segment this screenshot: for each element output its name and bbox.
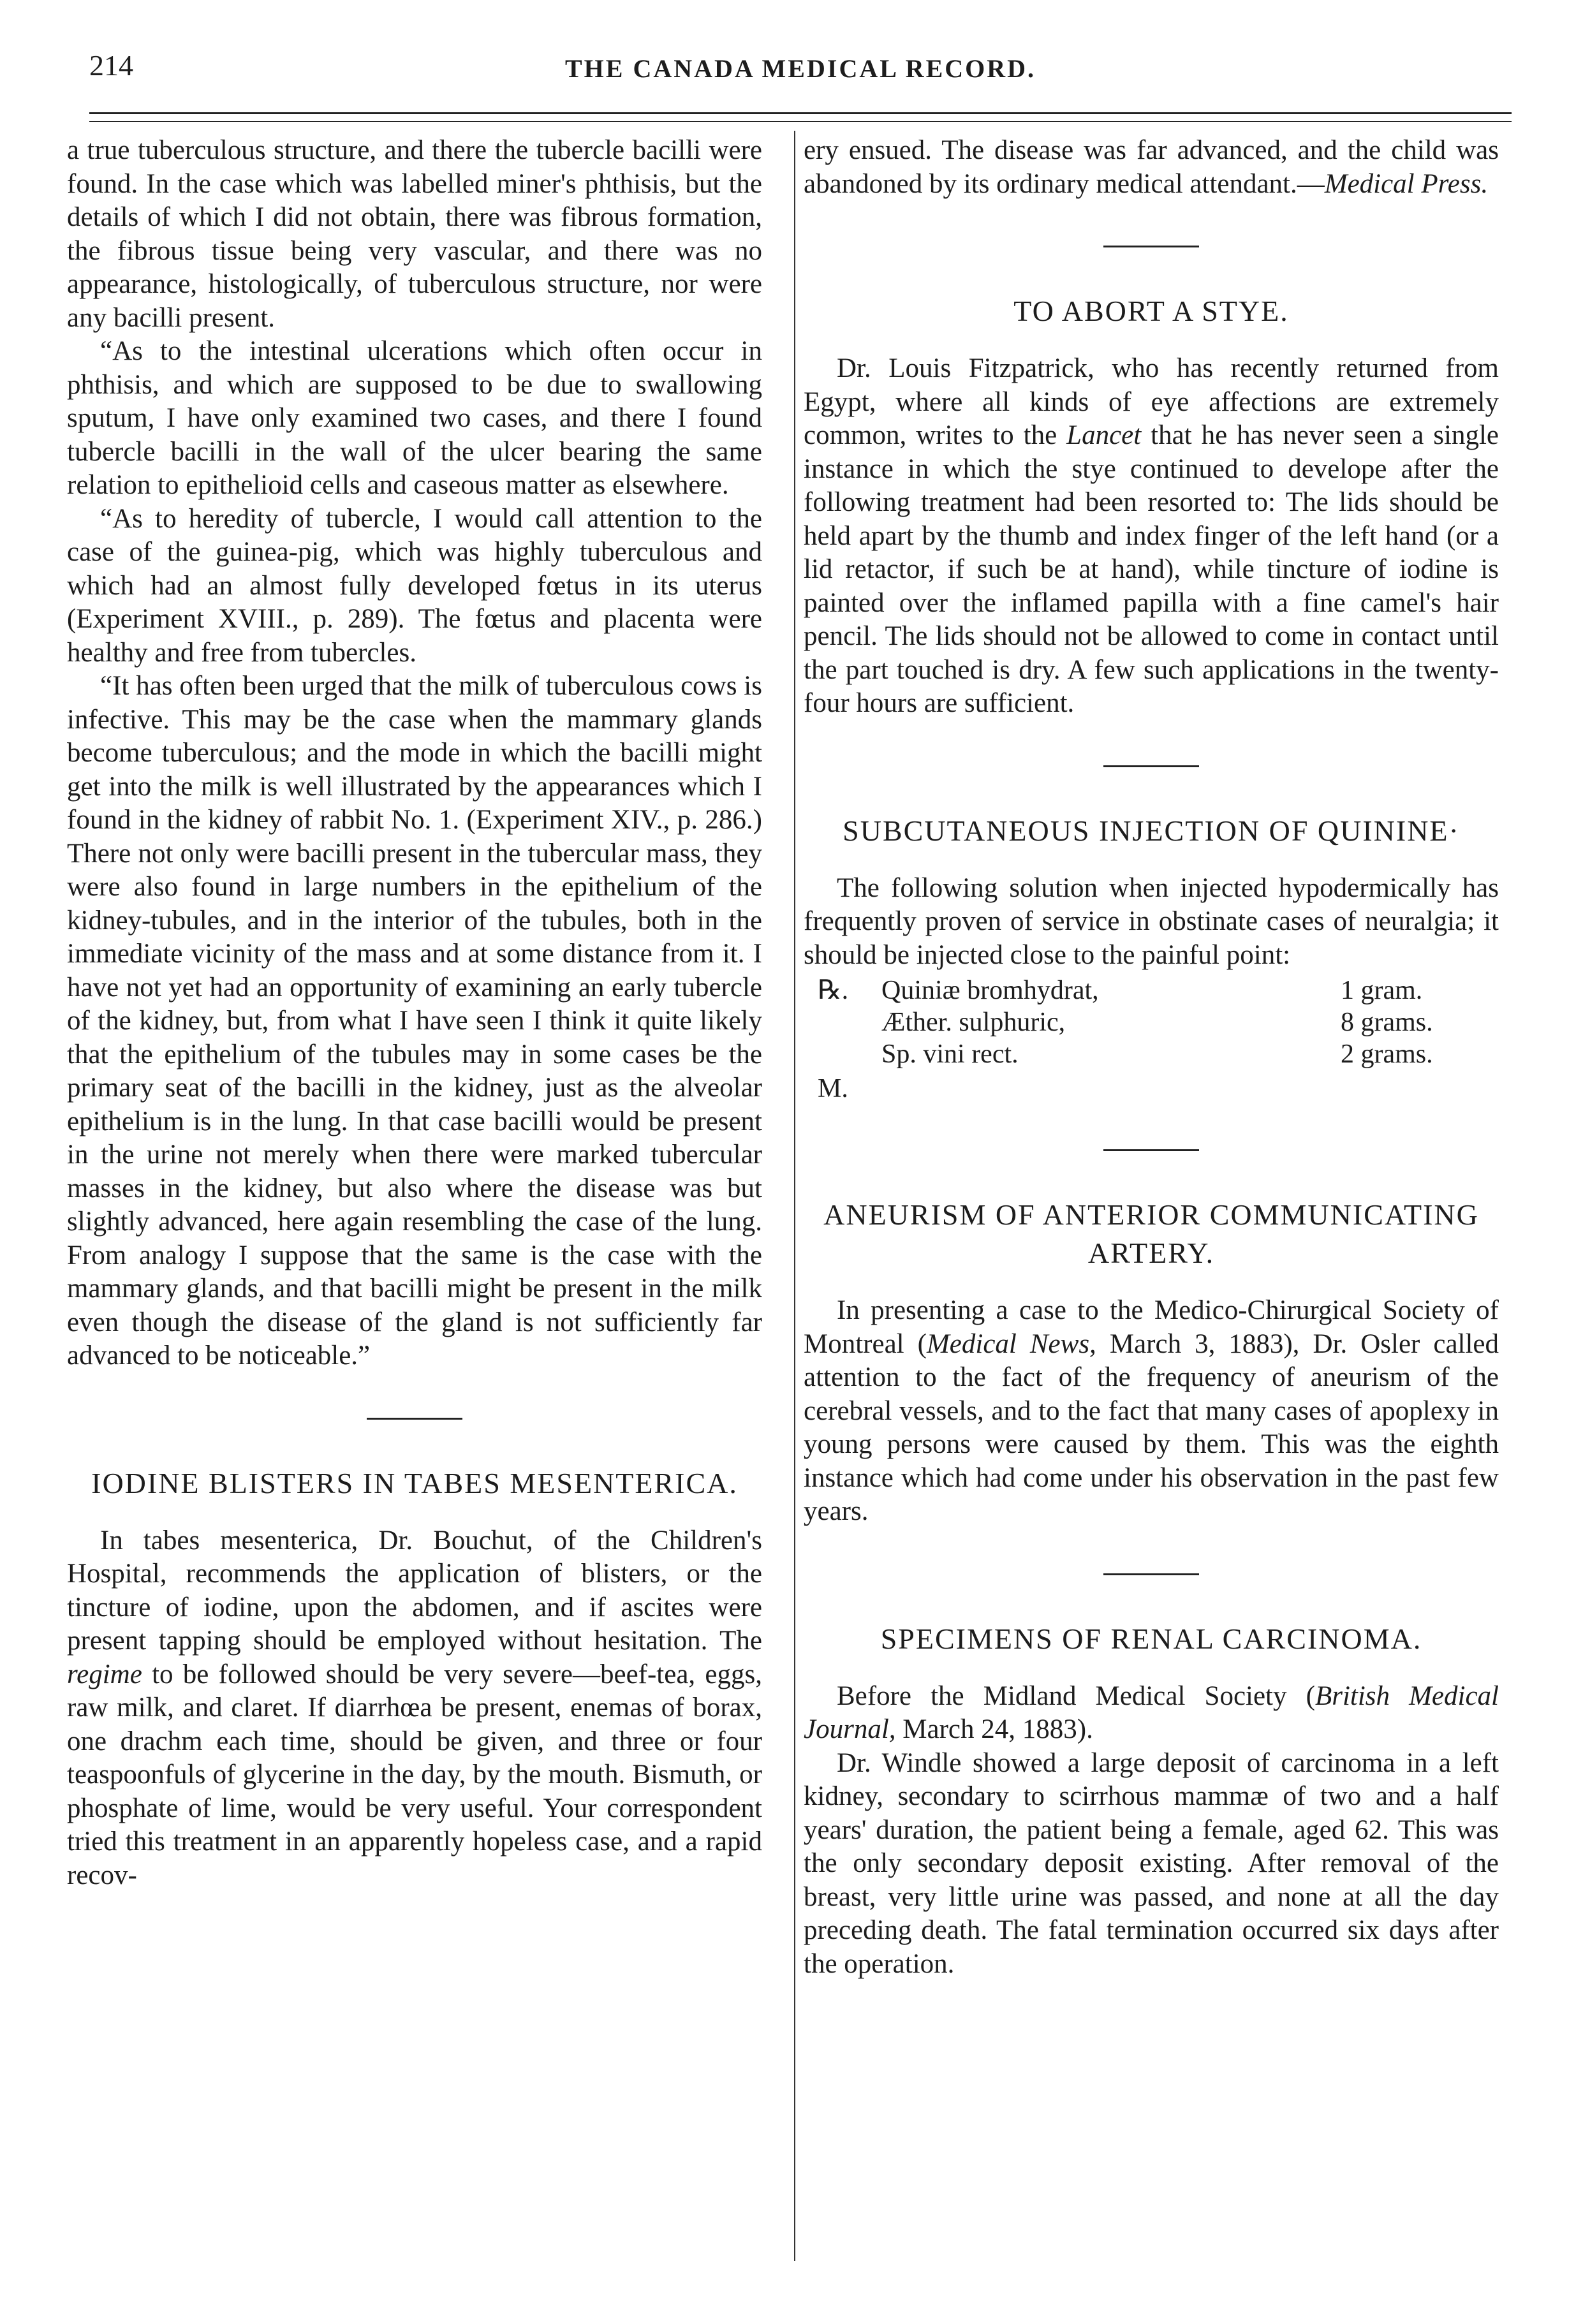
paragraph: “As to heredity of tubercle, I would call attention to the case of the guinea-pig, which was highly tuberculous and which had an almost fully developed fœtus in its uterus (Experiment XVIII., p. 289). The fœtus and placenta were healthy and free from tubercles. [67, 503, 762, 668]
column-divider [794, 131, 795, 2261]
prescription-quantity: 8 grams. [1341, 1008, 1433, 1037]
header-rule-thin [89, 121, 1512, 122]
section-separator [1103, 246, 1199, 247]
prescription-quantity: 1 gram. [1341, 976, 1423, 1005]
prescription-drug: Quiniæ bromhydrat, [881, 976, 1099, 1005]
right-column [804, 134, 1499, 1981]
section-heading-iodine: IODINE BLISTERS IN TABES MESENTERICA. [91, 1466, 738, 1499]
prescription-misce: M. [818, 1074, 848, 1103]
paragraph: ery ensued. The disease was far advanced, and the child was abandoned by its ordinary medical attendant.—Medical Press. [804, 135, 1499, 199]
prescription [818, 974, 1499, 1105]
paragraph: The following solution when injected hypodermically has frequently proven of service in obstinate cases of neuralgia; it should be injected close to the painful point: [804, 872, 1499, 970]
section-separator [1103, 765, 1199, 767]
section-separator [1103, 1573, 1199, 1575]
header-rule [89, 112, 1512, 114]
paragraph: “It has often been urged that the milk of tuberculous cows is infective. This may be the case when the mammary glands become tuberculous; and the mode in which the bacilli might get into the milk is well illustrated by the appearances which I found in the kidney of rabbit No. 1. (Experiment XIV., p. 286.) There not only were bacilli present in the tubercular mass, they were also found in large numbers in the epithelium of the kidney-tubules, and in the interior of the tubules, both in the immediate vicinity of the mass and at some distance from it. I have not yet had an opportunity of examining an early tubercle of the kidney, but, from what I have seen I think it quite likely that the epithelium of the tubules may in some cases be the primary seat of the bacilli in the kidney, just as the alveolar epithelium is in the lung. In that case bacilli would be present in the urine not merely when there were marked tubercular masses in the kidney, but also where the disease was but slightly advanced, here again resembling the case of the lung. From analogy I suppose that the same is the case with the mammary glands, and that bacilli might be present in the milk even though the disease of the gland is not sufficiently far advanced to be noticeable.” [67, 671, 762, 1371]
section-heading-aneurism: ANEURISM OF ANTERIOR COMMUNICATING ARTERY. [823, 1198, 1479, 1269]
running-title: THE CANADA MEDICAL RECORD. [564, 54, 1036, 83]
paragraph: Before the Midland Medical Society (British Medical Journal, March 24, 1883). [804, 1680, 1499, 1744]
paragraph: a true tuberculous structure, and there the tubercle bacilli were found. In the case which was labelled miner's phthisis, but the details of which I did not obtain, there was fibrous formation, the fibrous tissue being very vascular, and there was no appearance, histologically, of tuberculous structure, nor were any bacilli present. [67, 135, 762, 333]
section-heading-quinine: SUBCUTANEOUS INJECTION OF QUININE· [843, 814, 1460, 847]
section-separator [1103, 1149, 1199, 1151]
prescription-drug: Æther. sulphuric, [881, 1008, 1066, 1037]
section-separator [367, 1418, 462, 1420]
paragraph: Dr. Windle showed a large deposit of carcinoma in a left kidney, secondary to scirrhous mammæ of two and a half years' duration, the patient being a female, aged 62. This was the only secondary deposit existing. After removal of the breast, very little urine was passed, and none at all the day preceding death. The fatal termination occurred six days after the operation. [804, 1747, 1499, 1979]
paragraph: In tabes mesenterica, Dr. Bouchut, of the Children's Hospital, recommends the application of blisters, or the tincture of iodine, upon the abdomen, and if ascites were present tapping should be employed without hesitation. The regime to be followed should be very severe—beef-tea, eggs, raw milk, and claret. If diarrhœa be present, enemas of borax, one drachm each time, should be given, and three or four teaspoonfuls of glycerine in the day, by the mouth. Bismuth, or phosphate of lime, would be very useful. Your correspondent tried this treatment in an apparently hopeless case, and a rapid recov- [67, 1525, 762, 1890]
paragraph: Dr. Louis Fitzpatrick, who has recently returned from Egypt, where all kinds of eye affections are extremely common, writes to the Lancet that he has never seen a single instance in which the stye continued to develope after the following treatment had been resorted to: The lids should be held apart by the thumb and index finger of the left hand (or a lid retactor, if such be at hand), while tincture of iodine is painted over the inflamed papilla with a fine camel's hair pencil. The lids should not be allowed to come in contact until the part touched is dry. A few such applications in the twenty-four hours are sufficient. [804, 353, 1499, 718]
prescription-row [818, 1038, 1499, 1070]
page-header [89, 31, 1512, 92]
prescription-row [818, 1006, 1499, 1038]
page-number: 214 [89, 49, 133, 82]
recipe-symbol: ℞. [818, 976, 849, 1005]
prescription-row [818, 974, 1499, 1006]
paragraph: “As to the intestinal ulcerations which often occur in phthisis, and which are supposed to be due to swallowing sputum, I have only examined two cases, and there I found tubercle bacilli in the wall of the ulcer bearing the same relation to epithelioid cells and caseous matter as elsewhere. [67, 336, 762, 500]
paragraph: In presenting a case to the Medico-Chirurgical Society of Montreal (Medical News, March 3, 1883), Dr. Osler called attention to the fact of the frequency of aneurism of the cerebral vessels, and to the fact that many cases of apoplexy in young persons were caused by them. This was the eighth instance which had come under his observation in the past few years. [804, 1295, 1499, 1526]
left-column [67, 134, 762, 1892]
prescription-quantity: 2 grams. [1341, 1040, 1433, 1069]
section-heading-renal: SPECIMENS OF RENAL CARCINOMA. [880, 1622, 1422, 1655]
section-heading-stye: TO ABORT A STYE. [1013, 295, 1289, 327]
prescription-drug: Sp. vini rect. [881, 1040, 1019, 1069]
